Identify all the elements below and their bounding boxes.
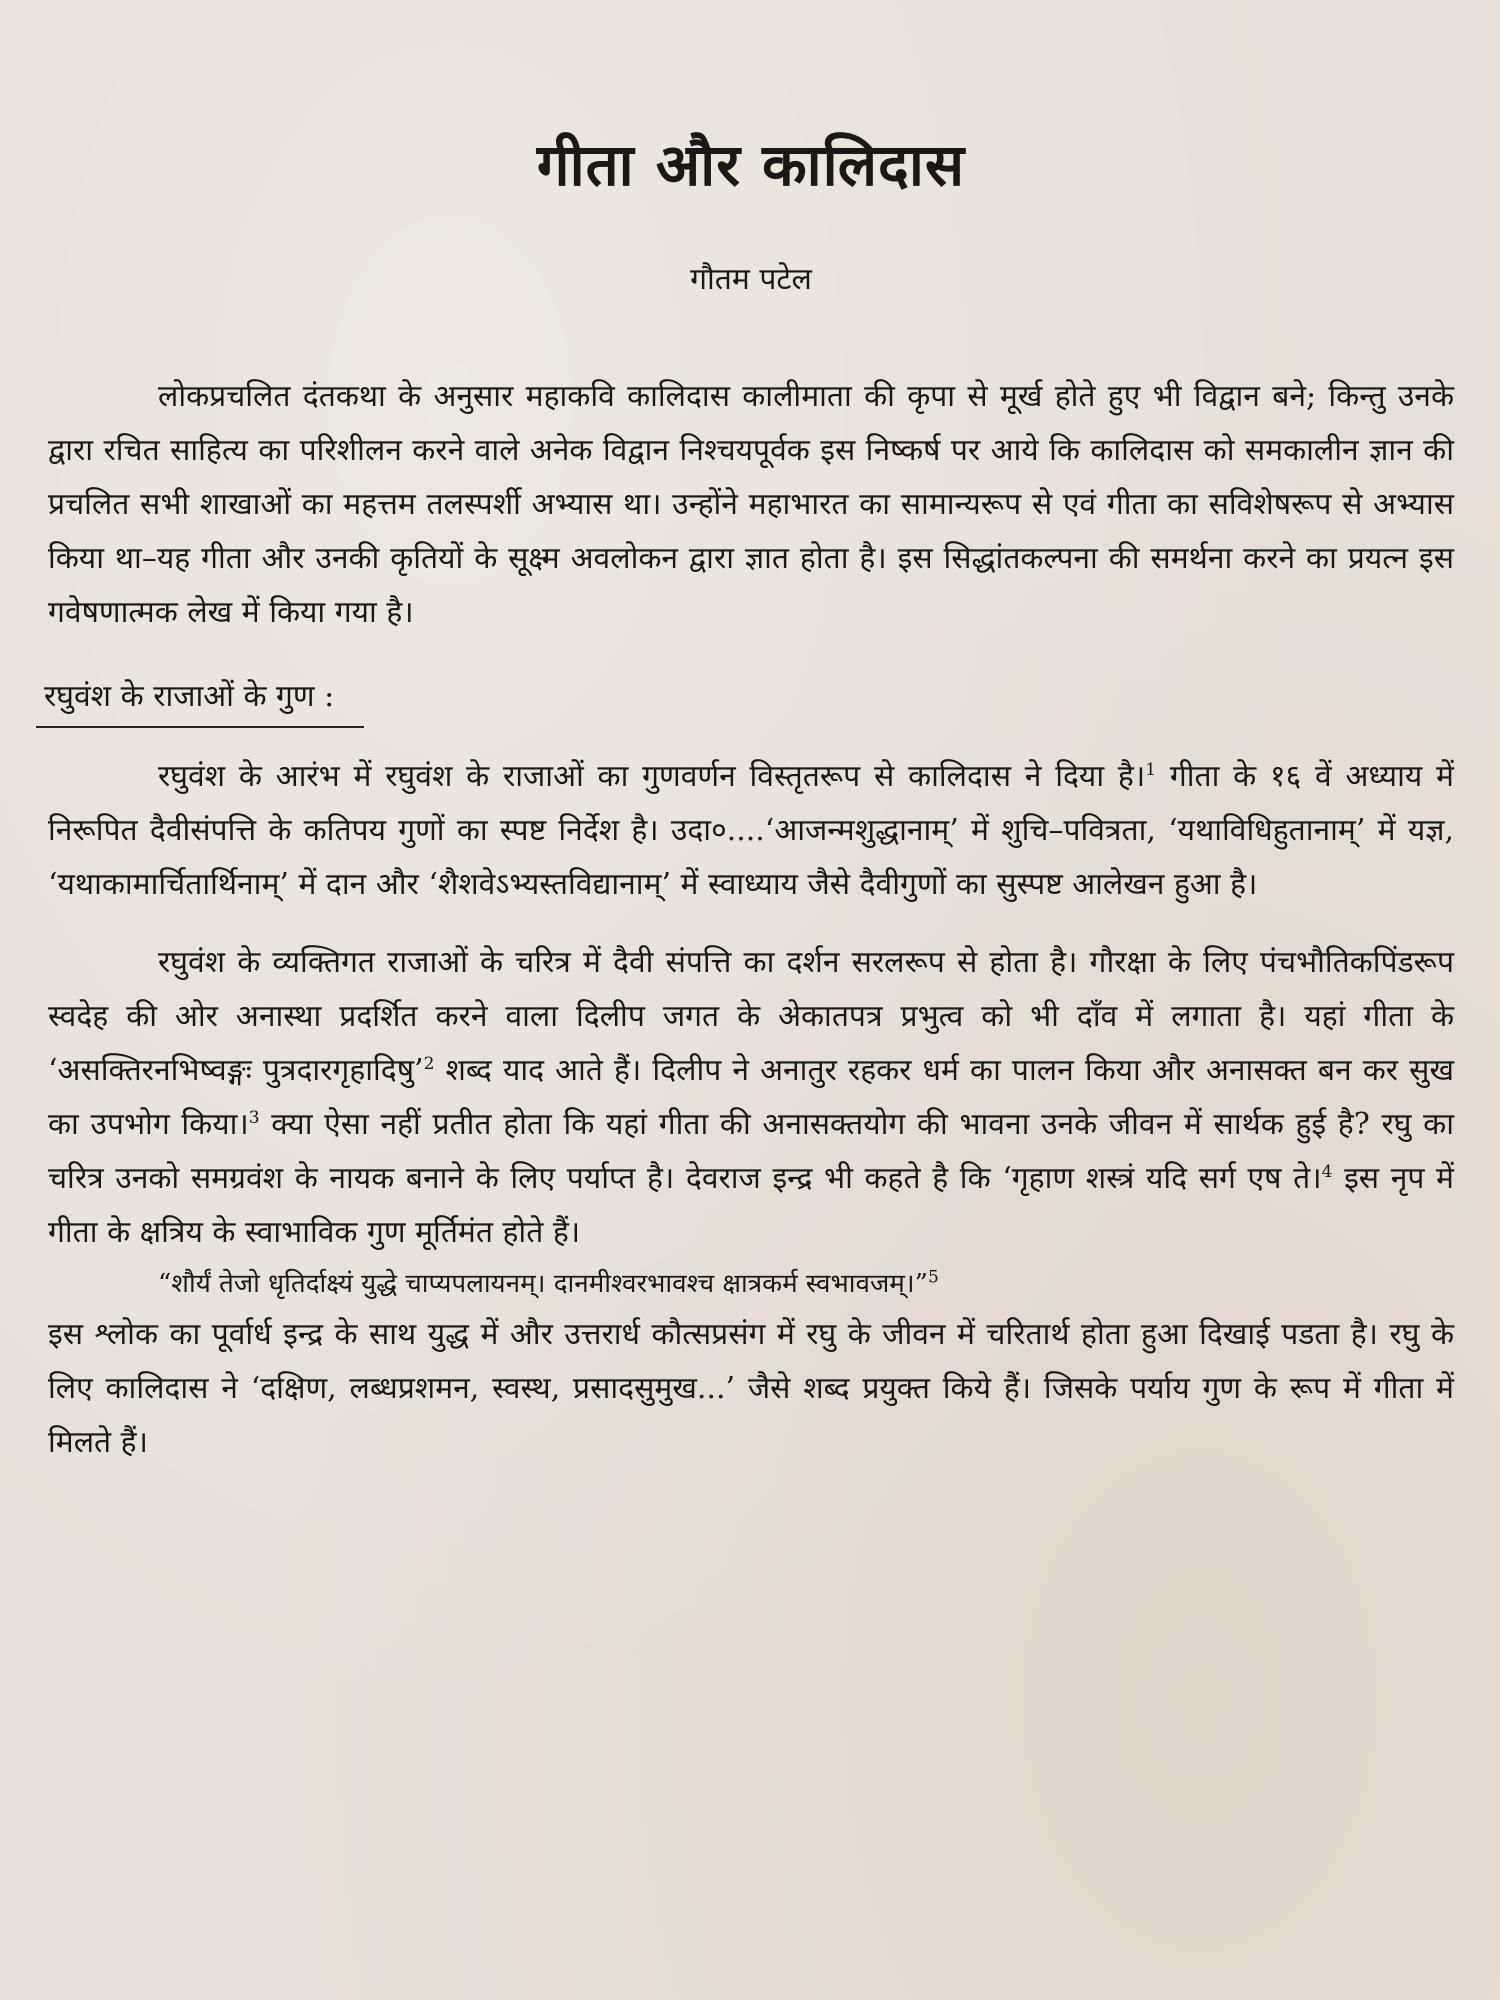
paragraph-text: रघुवंश के व्यक्तिगत राजाओं के चरित्र में दैवी संपत्ति का दर्शन सरलरूप से होता है। गौरक्षा के लिए पंचभौतिकपिंडरूप स्वदेह की ओर अनास्था प्रदर्शित करने वाला दिलीप जगत के अेकातपत्र प्रभुत्व को भी दाँव में लगाता है। यहां गीता के ‘असक्तिरनभिष्वङ्गः पुत्रदारगृहादिषु’ (48, 945, 1454, 1088)
paragraph-verse-commentary: इस श्लोक का पूर्वार्ध इन्द्र के साथ युद्ध में और उत्तरार्ध कौत्सप्रसंग में रघु के जीवन में चरितार्थ होता हुआ दिखाई पडता है। रघु के लिए कालिदास ने ‘दक्षिण, लब्धप्रशमन, स्वस्थ, प्रसादसुमुख...’ जैसे शब्द प्रयुक्त किये हैं। जिसके पर्याय गुण के रूप में गीता में मिलते हैं। (48, 1317, 1454, 1460)
footnote-marker: 5 (927, 1267, 939, 1288)
footnote-marker: 1 (1145, 760, 1157, 780)
article-title: गीता और कालिदास (536, 131, 966, 199)
author-name: गौतम पटेल (690, 262, 812, 297)
paragraph-text: गीता के १६ वें अध्याय में निरूपित दैवीसंपत्ति के कतिपय गुणों का स्पष्ट निर्देश है। उदा०....‘आजन्मशुद्धानाम्’ में शुचि–पवित्रता, ‘यथाविधिहुतानाम्’ में यज्ञ, ‘यथाकामार्चितार्थिनाम्’ में दान और ‘शैशवेऽभ्यस्तविद्यानाम्’ में स्वाध्याय जैसे दैवीगुणों का सुस्पष्ट आलेखन हुआ है। (48, 759, 1454, 902)
paragraph-text: रघुवंश के आरंभ में रघुवंश के राजाओं का गुणवर्णन विस्तृतरूप से कालिदास ने दिया है। (158, 759, 1146, 794)
section-heading: रघुवंश के राजाओं के गुण : (36, 672, 364, 728)
paragraph-text: शब्द याद आते हैं। दिलीप ने अनातुर रहकर धर्म का पालन किया और अनासक्त बन कर सुख का उपभोग किया। (48, 1053, 1454, 1142)
verse-text: “शौर्यं तेजो धृतिर्दाक्ष्यं युद्धे चाप्यपलायनम्। दानमीश्वरभावश्च क्षात्रकर्म स्वभावजम्।” (158, 1269, 928, 1299)
paragraph-text: इस नृप में गीता के क्षत्रिय के स्वाभाविक गुण मूर्तिमंत होते हैं। (48, 1161, 1454, 1250)
paragraph-dilip-raghu (48, 936, 1454, 1260)
spacer (48, 640, 1454, 664)
footnote-marker: 2 (423, 1054, 435, 1074)
footnote-marker: 4 (1321, 1162, 1333, 1182)
paragraph-text: क्या ऐसा नहीं प्रतीत होता कि यहां गीता की अनासक्तयोग की भावना उनके जीवन में सार्थक हुई है? रघु का चरित्र उनको समग्रवंश के नायक बनाने के लिए पर्याप्त है। देवराज इन्द्र भी कहते है कि ‘गृहाण शस्त्रं यदि सर्ग एष ते। (48, 1107, 1454, 1196)
spacer (48, 912, 1454, 936)
paragraph-raghuvansha-virtues (48, 750, 1454, 912)
quoted-verse (158, 1260, 1454, 1308)
intro-paragraph: लोकप्रचलित दंतकथा के अनुसार महाकवि कालिदास कालीमाता की कृपा से मूर्ख होते हुए भी विद्वान बने; किन्तु उनके द्वारा रचित साहित्य का परिशीलन करने वाले अनेक विद्वान निश्चयपूर्वक इस निष्कर्ष पर आये कि कालिदास को समकालीन ज्ञान की प्रचलित सभी शाखाओं का महत्तम तलस्पर्शी अभ्यास था। उन्होंने महाभारत का सामान्यरूप से एवं गीता का सविशेषरूप से अभ्यास किया था–यह गीता और उनकी कृतियों के सूक्ष्म अवलोकन द्वारा ज्ञात होता है। इस सिद्धांतकल्पना की समर्थना करने का प्रयत्न इस गवेषणात्मक लेख में किया गया है। (48, 379, 1454, 630)
footnote-marker: 3 (248, 1108, 260, 1128)
